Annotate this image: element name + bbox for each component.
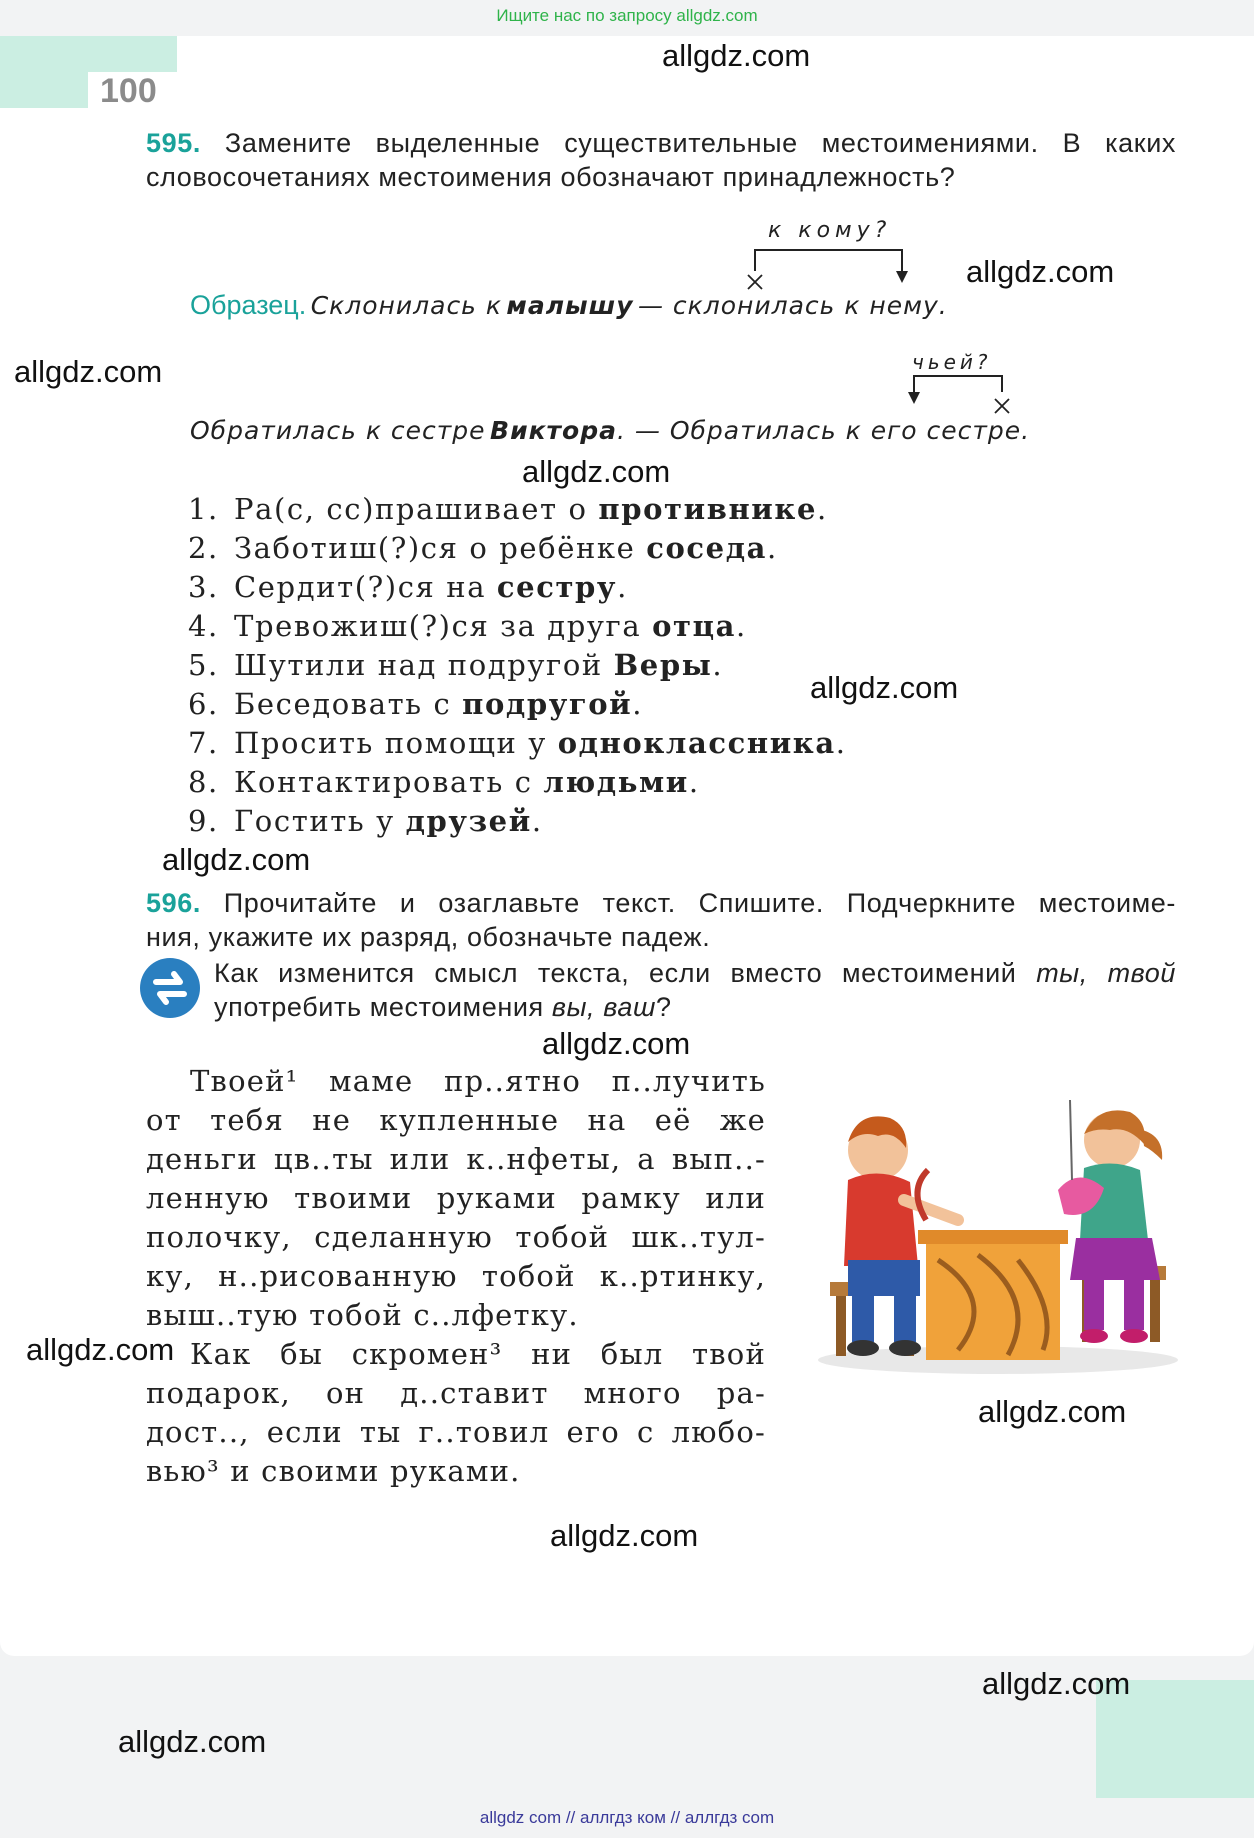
text-line: от тебя не купленные на её же: [146, 1103, 766, 1137]
list-item: 6. Беседовать с подругой.: [188, 687, 644, 721]
watermark: allgdz.com: [118, 1724, 267, 1759]
question-label: чьей?: [912, 350, 992, 374]
exercise-596-question: Как изменится смысл текста, если вместо местоимений ты, твой употребить местоимения вы, ваш?: [214, 958, 1176, 1022]
instruction-line: Замените выделенные существительные местоимениями. В каких: [224, 128, 1176, 158]
text-line: вью³ и своими руками.: [146, 1454, 521, 1488]
question-label: к кому?: [768, 218, 892, 243]
page-number: 100: [88, 72, 178, 110]
watermark: allgdz.com: [162, 842, 311, 877]
transform-icon: [138, 956, 202, 1020]
syntax-arrow-diagram: [740, 245, 920, 295]
list-item: 1. Ра(с, сс)прашивает о противнике.: [188, 492, 828, 526]
instruction-line: ния, укажите их разряд, обозначьте падеж.: [146, 922, 711, 952]
list-item: 9. Гостить у друзей.: [188, 804, 543, 838]
top-banner[interactable]: Ищите нас по запросу allgdz.com: [496, 6, 758, 25]
watermark: allgdz.com: [14, 354, 163, 389]
instruction-line: Прочитайте и озаглавьте текст. Спишите. Подчеркните местоиме-: [223, 888, 1176, 918]
sample-text: Склонилась к: [310, 291, 502, 320]
watermark: allgdz.com: [522, 454, 671, 489]
sample-line-1: [190, 290, 948, 321]
sample-bold-word: Виктора: [490, 416, 617, 445]
text-line: полочку, сделанную тобой шк..тул-: [146, 1220, 766, 1254]
sample-text: . — Обратилась к его сестре.: [617, 416, 1031, 445]
instruction-line: словосочетаниях местоимения обозначают принадлежность?: [146, 162, 956, 192]
sample-bold-word: малышу: [506, 291, 634, 320]
watermark: allgdz.com: [810, 670, 959, 705]
children-crafting-illustration: [808, 1070, 1188, 1380]
text-line: ку, н..рисованную тобой к..ртинку,: [146, 1259, 766, 1293]
exercise-number: 595.: [146, 128, 201, 158]
text-line: Твоей¹ маме пр..ятно п..лучить: [190, 1064, 766, 1098]
exercise-596-instructions: [146, 886, 1176, 954]
sample-text: — склонилась к нему.: [637, 291, 948, 320]
text-line: деньги цв..ты или к..нфеты, а вып..-: [146, 1142, 766, 1176]
footer-links[interactable]: allgdz com // аллгдз ком // аллгдз com: [479, 1808, 775, 1827]
text-line: подарок, он д..ставит много ра-: [146, 1376, 766, 1410]
exercise-596-text: [146, 1062, 766, 1491]
syntax-arrow-diagram: [900, 372, 1020, 420]
text-line: дост.., если ты г..товил его с любо-: [146, 1415, 766, 1449]
list-item: 8. Контактировать с людьми.: [188, 765, 700, 799]
text-line: ленную твоими руками рамку или: [146, 1181, 766, 1215]
list-item: 7. Просить помощи у одноклассника.: [188, 726, 847, 760]
sample-label: Образец.: [190, 290, 307, 320]
watermark: allgdz.com: [542, 1026, 691, 1061]
exercise-595-instructions: [146, 126, 1176, 194]
watermark: allgdz.com: [26, 1332, 175, 1367]
text-line: Как бы скромен³ ни был твой: [190, 1337, 766, 1371]
watermark: allgdz.com: [662, 38, 811, 73]
list-item: 3. Сердит(?)ся на сестру.: [188, 570, 628, 604]
watermark: allgdz.com: [966, 254, 1115, 289]
list-item: 4. Тревожиш(?)ся за друга отца.: [188, 609, 747, 643]
exercise-595-list: [188, 490, 847, 841]
watermark: allgdz.com: [978, 1394, 1127, 1429]
watermark: allgdz.com: [982, 1666, 1131, 1701]
watermark: allgdz.com: [550, 1518, 699, 1553]
text-line: выш..тую тобой с..лфетку.: [146, 1298, 579, 1332]
exercise-number: 596.: [146, 888, 201, 918]
sample-text: Обратилась к сестре: [190, 416, 486, 445]
list-item: 2. Заботиш(?)ся о ребёнке соседа.: [188, 531, 778, 565]
sample-line-2: [190, 416, 1030, 445]
list-item: 5. Шутили над подругой Веры.: [188, 648, 724, 682]
